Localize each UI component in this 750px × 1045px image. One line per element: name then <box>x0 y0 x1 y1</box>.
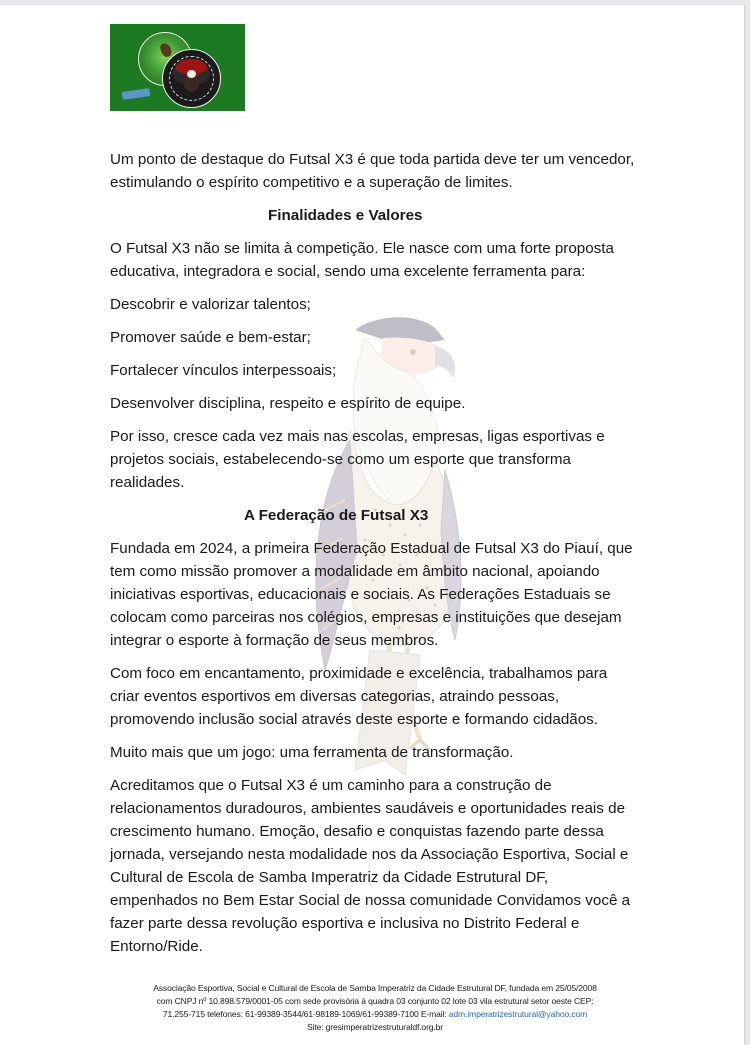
footer-contact: 71.255-715 telefones: 61-99389-3544/61-98189-1069/61-99389-7100 E-mail: <box>162 1009 449 1019</box>
document-body <box>110 148 640 968</box>
list-item: Promover saúde e bem-estar; <box>110 329 311 346</box>
section2-paragraph: Acreditamos que o Futsal X3 é um caminho para a construção de relacionamentos duradouros, ambientes saudáveis e oportunidades reais de crescimento humano. Emoção, desafio e conquistas fazendo parte dessa jornada, versejando nesta modalidade nos da Associação Esportiva, Social e Cultural de Escola de Samba Imperatriz da Cidade Estrutural DF, empenhados no Bem Estar Social de nossa comunidade Convidamos você a fazer parte dessa revolução esportiva e inclusiva no Distrito Federal e Entorno/Ride. <box>110 777 631 955</box>
footer-line <box>100 1008 650 1021</box>
organization-logo <box>110 24 245 111</box>
page-footer <box>100 982 650 1034</box>
section-heading-finalidades: Finalidades e Valores <box>268 207 423 224</box>
logo-tag <box>122 88 151 100</box>
footer-site[interactable]: Site: gresimperatrizestruturaldf.org.br <box>306 1022 443 1032</box>
footer-line: Associação Esportiva, Social e Cultural de Escola de Samba Imperatriz da Cidade Estrutural DF, fundada em 25/05/2008 <box>153 983 597 993</box>
list-item: Desenvolver disciplina, respeito e espírito de equipe. <box>110 395 466 412</box>
footer-email-link[interactable]: adm.imperatrizestrutural@yahoo.com <box>448 1009 588 1019</box>
eagle-emblem-icon <box>162 49 221 108</box>
section2-paragraph: Com foco em encantamento, proximidade e excelência, trabalhamos para criar eventos esportivos em diversas categorias, atraindo pessoas, promovendo inclusão social através deste esporte e formando cidadãos. <box>110 665 608 728</box>
section1-paragraph: O Futsal X3 não se limita à competição. Ele nasce com uma forte proposta educativa, integradora e social, sendo uma excelente ferramenta para: <box>110 240 614 280</box>
document-page <box>0 5 744 1045</box>
list-item: Fortalecer vínculos interpessoais; <box>110 362 337 379</box>
footer-line: com CNPJ nº 10.898.579/0001-05 com sede provisória á quadra 03 conjunto 02 lote 03 vila estrutural setor oeste CEP: <box>156 996 594 1006</box>
section-heading-federacao: A Federação de Futsal X3 <box>244 507 429 524</box>
section2-paragraph: Muito mais que um jogo: uma ferramenta de transformação. <box>110 744 514 761</box>
intro-paragraph: Um ponto de destaque do Futsal X3 é que toda partida deve ter um vencedor, estimulando o espírito competitivo e a superação de limites. <box>110 151 635 191</box>
section1-closing: Por isso, cresce cada vez mais nas escolas, empresas, ligas esportivas e projetos sociais, estabelecendo-se como um esporte que transforma realidades. <box>110 428 605 491</box>
list-item: Descobrir e valorizar talentos; <box>110 296 311 313</box>
section2-paragraph: Fundada em 2024, a primeira Federação Estadual de Futsal X3 do Piauí, que tem como missão promover a modalidade em âmbito nacional, apoiando iniciativas esportivas, educacionais e sociais. As Federações Estaduais se colocam como parceiras nos colégios, empresas e instituições que desejam integrar o esporte à formação de seus membros. <box>110 540 633 649</box>
